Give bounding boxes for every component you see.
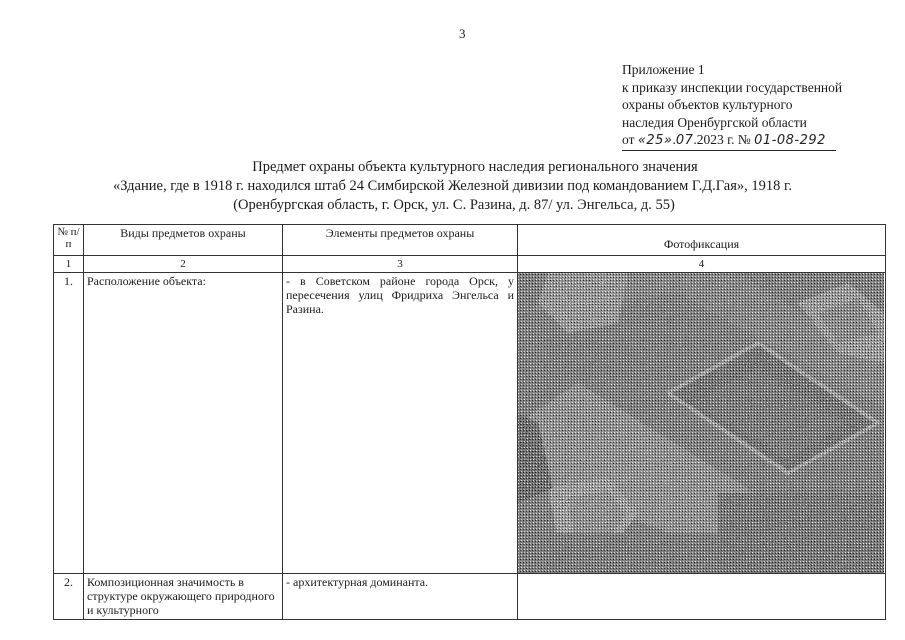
row-number: 2. (54, 574, 84, 620)
number-prefix: № (737, 132, 751, 147)
column-number: 1 (54, 256, 84, 273)
row-number: 1. (54, 273, 84, 574)
appendix-block (622, 61, 842, 151)
handwritten-day: «25» (637, 133, 673, 148)
header-cell-elements: Элементы предметов охраны (283, 225, 518, 256)
protection-subject-table (53, 224, 886, 620)
appendix-title: Приложение 1 (622, 62, 705, 77)
heading-line: «Здание, где в 1918 г. находился штаб 24 Симбирской Железной дивизии под командованием Г.Д.Гая», 1918 г. (113, 178, 792, 194)
header-cell-num: № п/п (54, 225, 84, 256)
table-row (54, 574, 886, 620)
appendix-line: охраны объектов культурного (622, 97, 793, 112)
column-number: 2 (84, 256, 283, 273)
column-number: 3 (283, 256, 518, 273)
appendix-line: к приказу инспекции государственной (622, 79, 843, 95)
handwritten-order-number: 01-08-292 (754, 133, 826, 148)
column-number: 4 (518, 256, 886, 273)
row-photo-empty (518, 574, 886, 620)
row-type: Композиционная значимость в структуре окружающего природного и культурного (84, 574, 283, 620)
header-cell-photo: Фотофиксация (518, 225, 886, 256)
date-prefix: от (622, 132, 635, 147)
column-number-row (54, 256, 886, 273)
order-date-line: от «25».07.2023 г. № 01-08-292 (622, 131, 842, 151)
table-row (54, 273, 886, 574)
page-number: 3 (459, 26, 466, 41)
handwritten-month: 07 (675, 133, 694, 148)
table-header-row (54, 225, 886, 256)
row-elements: - архитектурная доминанта. (283, 574, 518, 620)
row-type: Расположение объекта: (84, 273, 283, 574)
document-heading (0, 158, 905, 215)
heading-line: Предмет охраны объекта культурного наследия регионального значения (252, 159, 698, 175)
date-year: 2023 г. (696, 132, 735, 147)
heading-line: (Оренбургская область, г. Орск, ул. С. Разина, д. 87/ ул. Энгельса, д. 55) (233, 197, 675, 213)
appendix-line: наследия Оренбургской области (622, 114, 807, 130)
photo-cell (518, 273, 886, 574)
header-cell-type: Виды предметов охраны (84, 225, 283, 256)
aerial-photo (518, 273, 884, 573)
row-elements: - в Советском районе города Орск, у пересечения улиц Фридриха Энгельса и Разина. (283, 273, 518, 574)
